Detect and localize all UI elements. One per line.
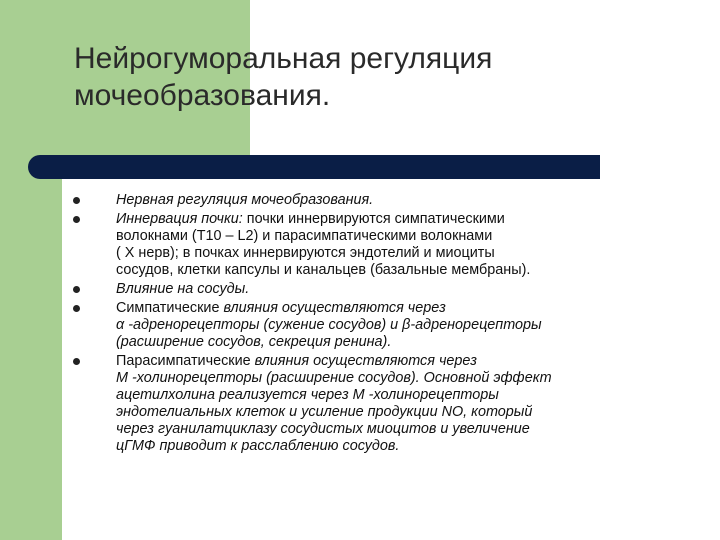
bullet-dot-icon (73, 358, 80, 365)
bullet-dot-icon (73, 197, 80, 204)
item-line: α -адренорецепторы (сужение сосудов) и β-адренорецепторы (116, 317, 542, 333)
list-item (70, 211, 670, 279)
item-line: Нервная регуляция мочеобразования. (116, 192, 374, 208)
item-line: через гуанилатциклазу сосудистых миоцитов и увеличение (116, 421, 530, 437)
item-line: Иннервация почки: почки иннервируются симпатическими (116, 211, 505, 227)
left-green-band (0, 0, 62, 540)
title-divider-bar (28, 155, 600, 179)
item-line: М -холинорецепторы (расширение сосудов). Основной эффект (116, 370, 552, 386)
item-line: Парасимпатические влияния осуществляются через (116, 353, 477, 369)
list-item (70, 192, 670, 209)
item-line: цГМФ приводит к расслаблению сосудов. (116, 438, 400, 454)
item-line: волокнами (Т10 – L2) и парасимпатическими волокнами (116, 228, 493, 244)
bullet-dot-icon (73, 216, 80, 223)
item-line: (расширение сосудов, секреция ренина). (116, 334, 392, 350)
list-item (70, 281, 670, 298)
item-line: сосудов, клетки капсулы и канальцев (базальные мембраны). (116, 262, 531, 278)
item-line: Влияние на сосуды. (116, 281, 250, 297)
list-item (70, 300, 670, 351)
item-line: ацетилхолина реализуется через М -холинорецепторы (116, 387, 499, 403)
bullet-dot-icon (73, 286, 80, 293)
bullet-list (70, 192, 670, 457)
list-item (70, 353, 670, 455)
item-line: ( X нерв); в почках иннервируются эндотелий и миоциты (116, 245, 495, 261)
item-line: Симпатические влияния осуществляются через (116, 300, 446, 316)
bullet-dot-icon (73, 305, 80, 312)
item-line: эндотелиальных клеток и усиление продукции NO, который (116, 404, 533, 420)
slide-title: Нейрогуморальная регуляция мочеобразования. (74, 42, 493, 112)
